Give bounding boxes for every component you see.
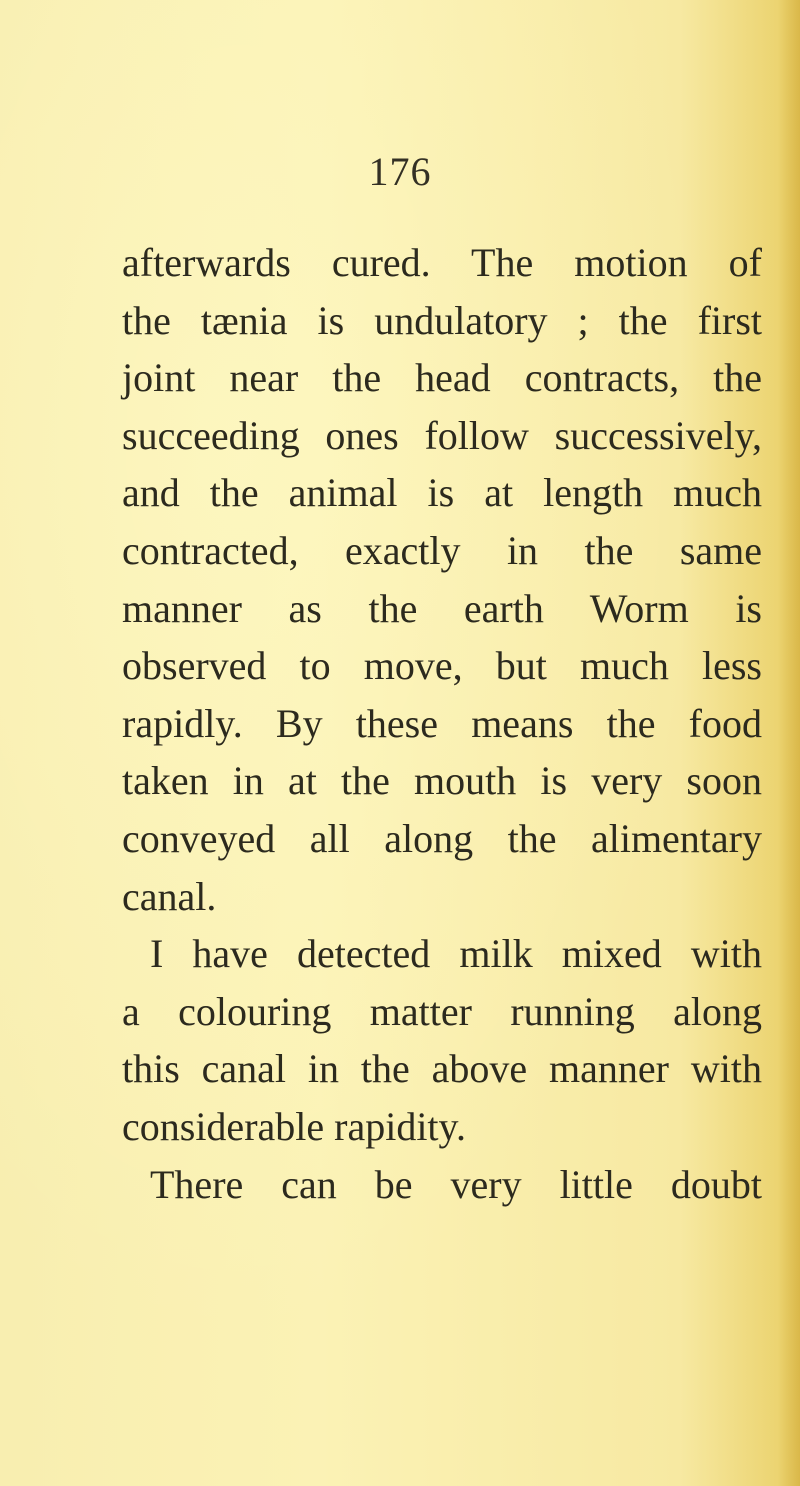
text-line: manner as the earth Worm is — [122, 585, 762, 631]
text-line: a colouring matter running along — [122, 988, 762, 1034]
page-number: 176 — [368, 149, 432, 194]
text-line: and the animal is at length much — [122, 470, 762, 516]
text-line: the tænia is undulatory ; the first — [122, 297, 762, 343]
text-line: rapidly. By these means the food — [122, 700, 762, 746]
text-line: afterwards cured. The motion of — [122, 240, 762, 285]
text-line: this canal in the above manner with — [122, 1046, 762, 1092]
text-line: joint near the head contracts, the — [122, 355, 762, 401]
page-edge-shadow — [778, 0, 800, 1486]
text-line: taken in at the mouth is very soon — [122, 758, 762, 804]
body-text — [122, 234, 762, 1213]
text-line: observed to move, but much less — [122, 643, 762, 689]
text-line: contracted, exactly in the same — [122, 527, 762, 573]
text-line: considerable rapidity. — [122, 1103, 466, 1149]
text-line-paragraph-start: There can be very little doubt — [150, 1161, 762, 1207]
text-line-paragraph-start: I have detected milk mixed with — [150, 931, 762, 977]
text-line: conveyed all along the alimentary — [122, 815, 762, 861]
text-line: canal. — [122, 873, 217, 919]
text-line: succeeding ones follow successively, — [122, 412, 762, 458]
